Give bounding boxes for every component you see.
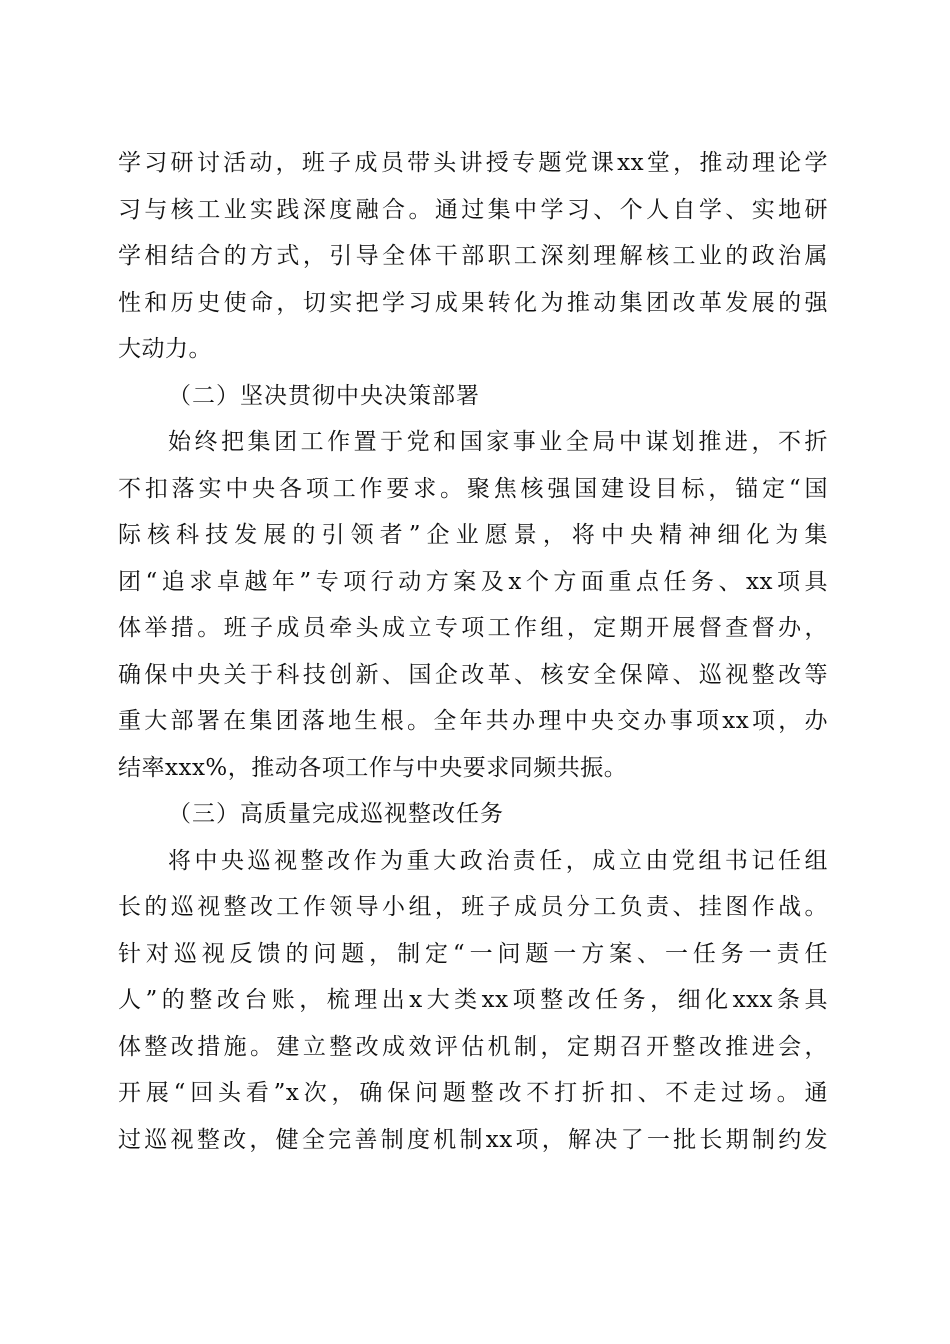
section-heading-3: （三）高质量完成巡视整改任务 bbox=[168, 801, 504, 827]
paragraph-inspection-rectification bbox=[118, 838, 828, 1164]
text-line: 人”的整改台账，梳理出x大类xx项整改任务，细化xxx条具 bbox=[118, 987, 828, 1013]
text-line: 性和历史使命，切实把学习成果转化为推动集团改革发展的强 bbox=[118, 289, 828, 316]
text-line: 体整改措施。建立整改成效评估机制，定期召开整改推进会， bbox=[118, 1033, 828, 1060]
text-line: 长的巡视整改工作领导小组，班子成员分工负责、挂图作战。 bbox=[118, 894, 828, 920]
text-line: 团“追求卓越年”专项行动方案及x个方面重点任务、xx项具 bbox=[118, 568, 828, 595]
text-line: 大动力。 bbox=[118, 336, 212, 362]
text-line: 结率xxx%，推动各项工作与中央要求同频共振。 bbox=[118, 754, 628, 781]
text-line: 始终把集团工作置于党和国家事业全局中谋划推进，不折 bbox=[168, 429, 828, 455]
text-line: 体举措。班子成员牵头成立专项工作组，定期开展督查督办， bbox=[118, 615, 828, 641]
section-heading-2: （二）坚决贯彻中央决策部署 bbox=[168, 382, 480, 409]
text-line: 过巡视整改，健全完善制度机制xx项，解决了一批长期制约发 bbox=[118, 1126, 828, 1153]
text-line: 学相结合的方式，引导全体干部职工深刻理解核工业的政治属 bbox=[118, 243, 828, 269]
paragraph-central-decisions bbox=[118, 419, 828, 791]
text-line: 开展“回头看”x次，确保问题整改不打折扣、不走过场。通 bbox=[118, 1080, 828, 1106]
text-line: 重大部署在集团落地生根。全年共办理中央交办事项xx项，办 bbox=[118, 708, 828, 734]
document-body bbox=[118, 140, 828, 1163]
text-line: 不扣落实中央各项工作要求。聚焦核强国建设目标，锚定“国 bbox=[118, 475, 828, 502]
text-line: 针对巡视反馈的问题，制定“一问题一方案、一任务一责任 bbox=[118, 940, 828, 967]
text-line: 习与核工业实践深度融合。通过集中学习、个人自学、实地研 bbox=[118, 196, 828, 223]
text-line: 确保中央关于科技创新、国企改革、核安全保障、巡视整改等 bbox=[118, 661, 828, 688]
text-line: 学习研讨活动，班子成员带头讲授专题党课xx堂，推动理论学 bbox=[118, 150, 828, 176]
paragraph-theory-study bbox=[118, 140, 828, 373]
text-line: 际核科技发展的引领者”企业愿景，将中央精神细化为集 bbox=[118, 522, 828, 548]
text-line: 将中央巡视整改作为重大政治责任，成立由党组书记任组 bbox=[168, 847, 828, 874]
